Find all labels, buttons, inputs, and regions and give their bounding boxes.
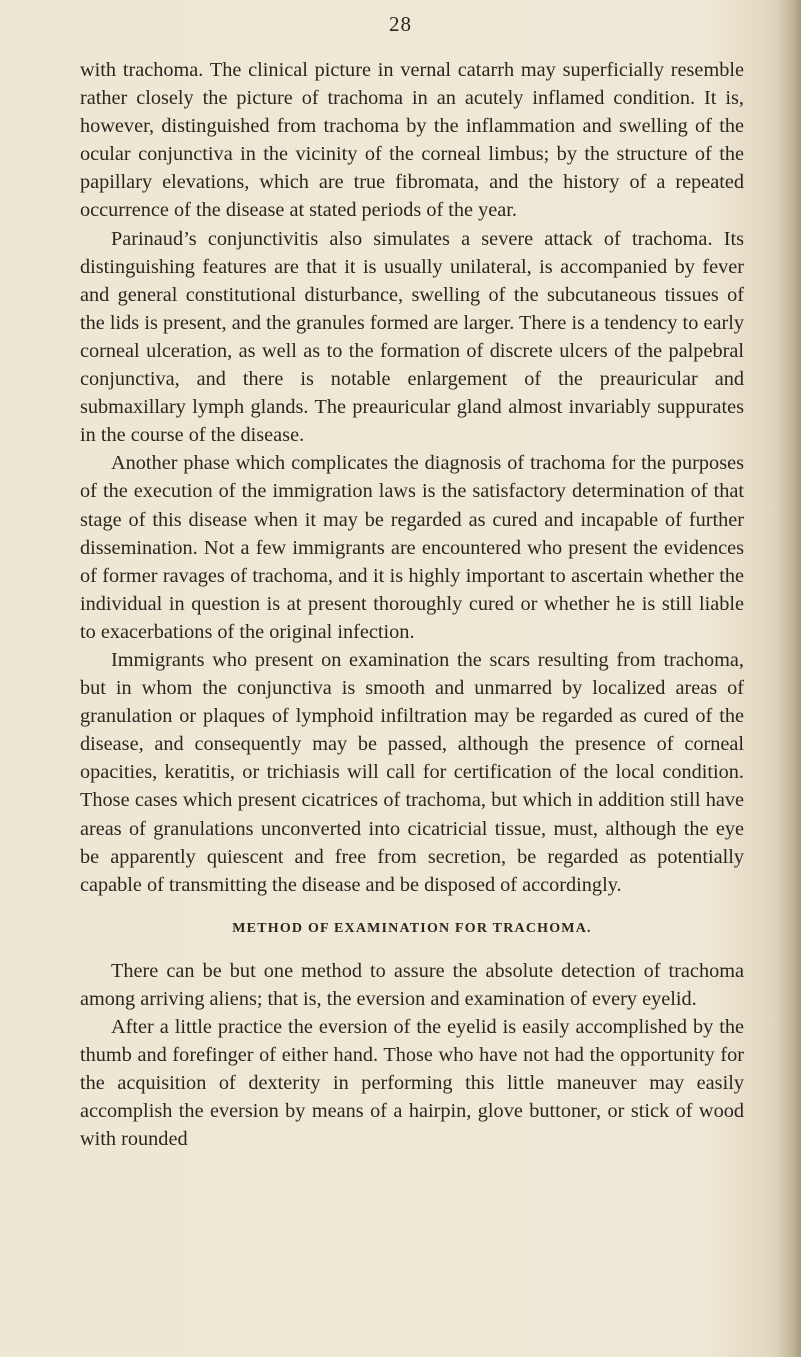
body-text xyxy=(80,56,744,1153)
paragraph-1: with trachoma. The clinical picture in vernal catarrh may superficially resemble rather closely the picture of trachoma in an acutely inflamed condition. It is, however, distinguished from trachoma by the inflammation and swelling of the ocular conjunctiva in the vicinity of the corneal limbus; by the structure of the papillary elevations, which are true fibromata, and the history of a repeated occurrence of the disease at stated periods of the year. xyxy=(80,59,744,222)
paragraph-4: Immigrants who present on examination the scars resulting from trachoma, but in whom the conjunctiva is smooth and unmarred by localized areas of granulation or plaques of lymphoid infiltration may be regarded as cured of the disease, and consequently may be passed, although the presence of corneal opacities, keratitis, or trichiasis will call for certification of the local condition. Those cases which present cicatrices of trachoma, but which in addition still have areas of granulations unconverted into cicatricial tissue, must, although the eye be apparently quiescent and free from secretion, be regarded as potentially capable of transmitting the disease and be disposed of accordingly. xyxy=(80,648,744,896)
paragraph-3: Another phase which complicates the diagnosis of trachoma for the purposes of the execution of the immigration laws is the satisfactory determination of that stage of this disease when it may be regarded as cured and incapable of further dissemination. Not a few immigrants are encountered who present the evidences of former ravages of trachoma, and it is highly important to ascertain whether the individual in question is at present thoroughly cured or whether he is still liable to exacerbations of the original infection. xyxy=(80,452,744,643)
paragraph-2: Parinaud’s conjunctivitis also simulates a severe attack of trachoma. Its distinguishing features are that it is usually unilateral, is accompanied by fever and general constitutional disturbance, swelling of the subcutaneous tissues of the lids is present, and the granules formed are larger. There is a tendency to early corneal ulceration, as well as to the formation of discrete ulcers of the palpebral conjunctiva, and there is notable enlargement of the preauricular and submaxillary lymph glands. The preauricular gland almost invariably suppurates in the course of the disease. xyxy=(80,227,744,447)
page-edge-shadow xyxy=(777,0,801,1357)
page-number: 28 xyxy=(389,12,412,36)
section-heading: METHOD OF EXAMINATION FOR TRACHOMA. xyxy=(232,920,592,936)
paragraph-5: There can be but one method to assure the absolute detection of trachoma among arriving aliens; that is, the eversion and examination of every eyelid. xyxy=(80,959,744,1010)
paragraph-6: After a little practice the eversion of the eyelid is easily accomplished by the thumb and forefinger of either hand. Those who have not had the opportunity for the acquisition of dexterity in performing this little maneuver may easily accomplish the eversion by means of a hairpin, glove buttoner, or stick of wood with rounded xyxy=(80,1016,744,1151)
